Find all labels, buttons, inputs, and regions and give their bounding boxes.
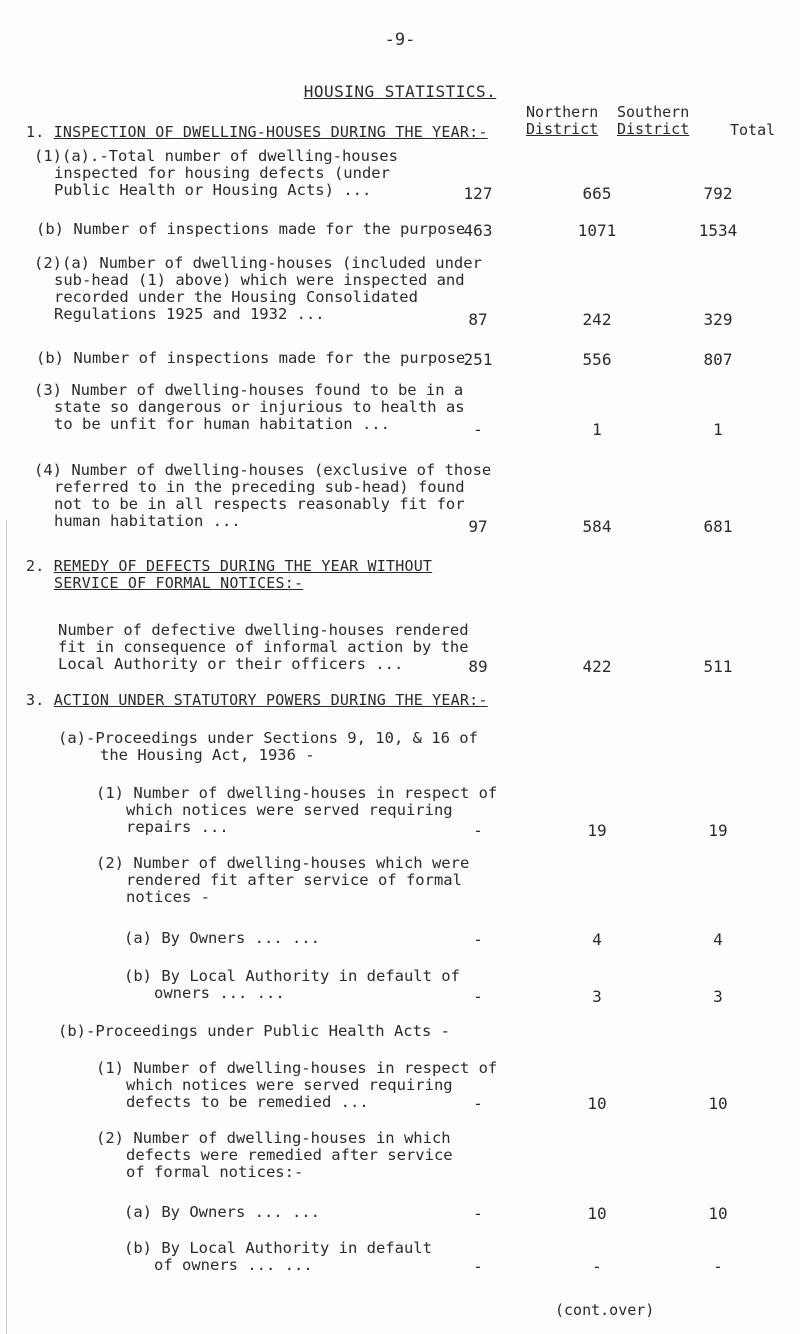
row-ha-1-northern: - <box>473 821 483 840</box>
row-ha-2a-total: 4 <box>713 930 723 949</box>
section-1-heading: 1. INSPECTION OF DWELLING-HOUSES DURING THE YEAR:- <box>26 123 488 141</box>
row-2a-label: (2)(a) Number of dwelling-houses (included under sub-head (1) above) which were inspected and recorded under the Housing Consolidated Regulations 1925 and 1932 ... <box>34 254 482 323</box>
row-ph-2a-southern: 10 <box>587 1204 607 1223</box>
row-2b-total: 807 <box>703 350 733 369</box>
row-ha-2b-total: 3 <box>713 987 723 1006</box>
row-3-northern: - <box>473 420 483 439</box>
row-ha-2a-northern: - <box>473 930 483 949</box>
row-ha-2a-label: (a) By Owners ... ... <box>124 929 320 947</box>
section-2-heading: 2. REMEDY OF DEFECTS DURING THE YEAR WITHOUT SERVICE OF FORMAL NOTICES:- <box>26 557 433 592</box>
row-ph-2a-label: (a) By Owners ... ... <box>124 1203 320 1221</box>
row-3-southern: 1 <box>592 420 602 439</box>
column-header-southern: Southern District <box>617 103 690 138</box>
page-title: HOUSING STATISTICS. <box>303 82 497 101</box>
subhead-housing-act: (a)-Proceedings under Sections 9, 10, & 16 of the Housing Act, 1936 - <box>58 729 478 764</box>
row-ph-2b-label: (b) By Local Authority in default of owners ... ... <box>124 1239 432 1274</box>
row-2b-southern: 556 <box>582 350 612 369</box>
row-ph-1-southern: 10 <box>587 1094 607 1113</box>
row-ha-2b-northern: - <box>473 987 483 1006</box>
row-1b-northern: 463 <box>463 221 493 240</box>
row-ph-1-total: 10 <box>708 1094 728 1113</box>
row-ha-1-total: 19 <box>708 821 728 840</box>
margin-line <box>6 520 7 1334</box>
row-ha-2-label: (2) Number of dwelling-houses which were rendered fit after service of formal notices - <box>96 854 470 906</box>
row-informal-total: 511 <box>703 657 733 676</box>
row-informal-northern: 89 <box>468 657 488 676</box>
row-ph-2b-southern: - <box>592 1257 602 1276</box>
continued-note: (cont.over) <box>555 1301 655 1319</box>
row-4-southern: 584 <box>582 517 612 536</box>
row-ha-1-label: (1) Number of dwelling-houses in respect of which notices were served requiring repairs ... <box>96 784 498 836</box>
row-ha-1-southern: 19 <box>587 821 607 840</box>
row-ph-2a-total: 10 <box>708 1204 728 1223</box>
row-2b-northern: 251 <box>463 350 493 369</box>
row-ph-1-northern: - <box>473 1094 483 1113</box>
row-1b-southern: 1071 <box>577 221 617 240</box>
row-1b-total: 1534 <box>698 221 738 240</box>
row-ha-2b-southern: 3 <box>592 987 602 1006</box>
row-ha-2b-label: (b) By Local Authority in default of owners ... ... <box>124 967 460 1002</box>
row-ph-2-label: (2) Number of dwelling-houses in which defects were remedied after service of formal notices:- <box>96 1129 453 1181</box>
row-1a-southern: 665 <box>582 184 612 203</box>
subhead-public-health: (b)-Proceedings under Public Health Acts - <box>58 1022 450 1040</box>
row-informal-southern: 422 <box>582 657 612 676</box>
row-4-total: 681 <box>703 517 733 536</box>
column-header-northern: Northern District <box>526 103 599 138</box>
row-ph-2b-total: - <box>713 1257 723 1276</box>
column-header-total: Total <box>730 121 776 139</box>
row-2b-label: (b) Number of inspections made for the purpose <box>36 349 466 367</box>
row-2a-total: 329 <box>703 310 733 329</box>
row-2a-southern: 242 <box>582 310 612 329</box>
row-3-label: (3) Number of dwelling-houses found to be in a state so dangerous or injurious to health as to be unfit for human habitation ... <box>34 381 465 433</box>
section-3-heading: 3. ACTION UNDER STATUTORY POWERS DURING THE YEAR:- <box>26 691 488 709</box>
row-ph-1-label: (1) Number of dwelling-houses in respect of which notices were served requiring defects to be remedied ... <box>96 1059 498 1111</box>
row-4-northern: 97 <box>468 517 488 536</box>
row-3-total: 1 <box>713 420 723 439</box>
row-1a-total: 792 <box>703 184 733 203</box>
page-number: -9- <box>384 30 416 50</box>
row-ph-2b-northern: - <box>473 1257 483 1276</box>
row-informal-label: Number of defective dwelling-houses rendered fit in consequence of informal action by the Local Authority or their officers ... <box>58 621 469 673</box>
row-1a-label: (1)(a).-Total number of dwelling-houses inspected for housing defects (under Public Health or Housing Acts) ... <box>34 147 398 199</box>
row-1a-northern: 127 <box>463 184 493 203</box>
row-1b-label: (b) Number of inspections made for the purpose <box>36 220 466 238</box>
row-ph-2a-northern: - <box>473 1204 483 1223</box>
row-ha-2a-southern: 4 <box>592 930 602 949</box>
row-4-label: (4) Number of dwelling-houses (exclusive of those referred to in the preceding sub-head) found not to be in all respects reasonably fit for human habitation ... <box>34 461 492 530</box>
row-2a-northern: 87 <box>468 310 488 329</box>
